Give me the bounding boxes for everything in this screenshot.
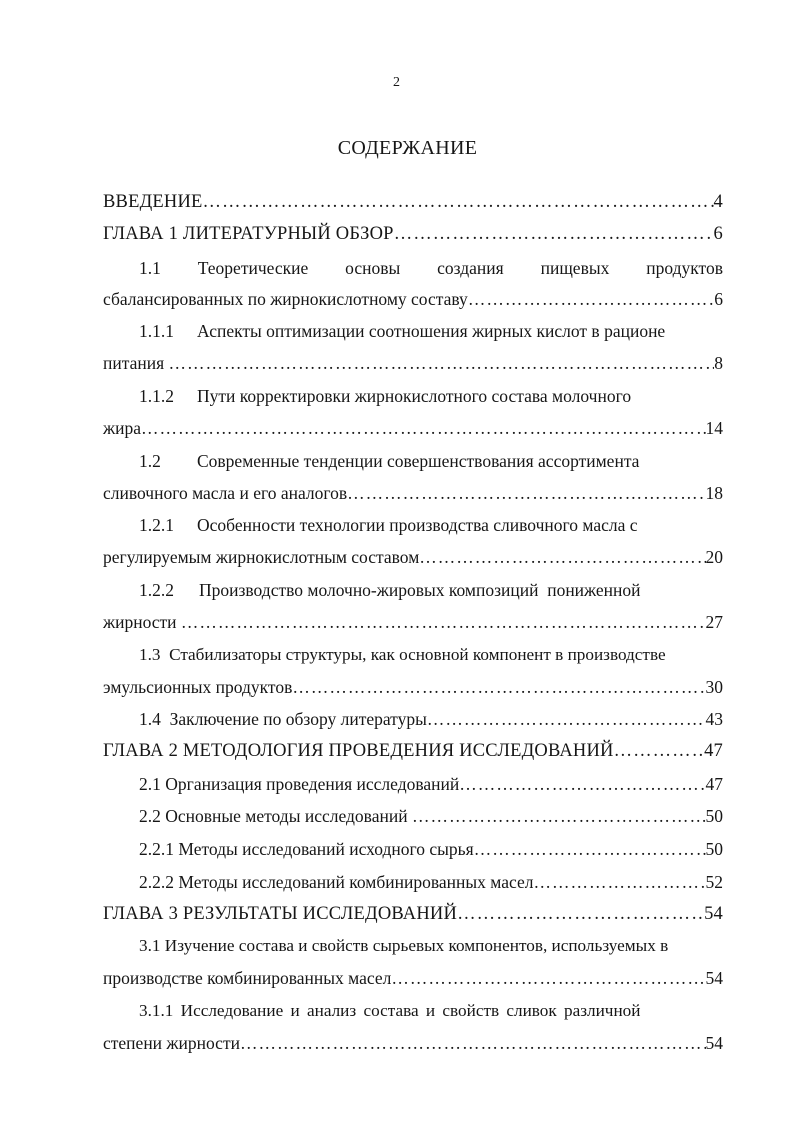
toc-entry-label: 2.2.2 Методы исследований комбинированных масел (139, 872, 534, 892)
leader-dots (468, 287, 714, 311)
toc-entry-1-2[interactable] (103, 449, 723, 473)
toc-entry-label: ГЛАВА 3 РЕЗУЛЬТАТЫ ИССЛЕДОВАНИЙ (103, 904, 458, 924)
toc-entry-label: 2.2 Основные методы исследований (139, 806, 412, 826)
toc-page-number: 8 (714, 353, 723, 373)
toc-page-number: 30 (705, 677, 723, 697)
toc-entry-3-1-1[interactable] (103, 999, 723, 1023)
toc-entry-word: Теоретические (197, 258, 309, 278)
toc-entry-number: 1.1.1 (139, 321, 174, 341)
toc-page-number: 50 (705, 806, 723, 826)
toc-entry-1-2-1[interactable] (103, 513, 723, 537)
leader-dots (457, 902, 704, 926)
toc-entry-label: 3.1 Изучение состава и свойств сырьевых компонентов, используемых в (139, 936, 669, 955)
toc-entry-1-1[interactable] (103, 256, 723, 280)
toc-entry-label: Аспекты оптимизации соотношения жирных кислот в рационе (197, 321, 666, 341)
toc-entry-number: 1.2.1 (139, 515, 174, 535)
toc-entry-chapter-3[interactable] (103, 902, 723, 926)
toc-entry-label: регулируемым жирнокислотным составом (103, 547, 420, 567)
toc-entry-label: 1.4 Заключение по обзору литературы (139, 709, 427, 729)
toc-entry-3-1-1-cont[interactable] (103, 1031, 723, 1055)
toc-page-number: 47 (705, 774, 723, 794)
toc-entry-label: степени жирности (103, 1033, 240, 1053)
toc-entry-label: сбалансированных по жирнокислотному составу (103, 289, 468, 309)
toc-entry-label: 2.1 Организация проведения исследований (139, 774, 460, 794)
leader-dots (391, 966, 705, 990)
toc-entry-1-2-2[interactable] (103, 578, 723, 602)
toc-entry-2-2[interactable] (103, 804, 723, 828)
toc-entry-number: 1.1 (139, 258, 161, 278)
toc-entry-2-1[interactable] (103, 772, 723, 796)
toc-entry-label: ГЛАВА 2 МЕТОДОЛОГИЯ ПРОВЕДЕНИЯ ИССЛЕДОВАНИЙ (103, 741, 614, 761)
toc-entry-1-1-1-cont[interactable] (103, 351, 723, 375)
toc-page-number: 52 (705, 872, 723, 892)
toc-entry-number: 1.1.2 (139, 386, 174, 406)
toc-page-number: 54 (705, 968, 723, 988)
page-title: СОДЕРЖАНИЕ (337, 137, 478, 159)
leader-dots (169, 351, 715, 375)
toc-entry-label: 3.1.1 Исследование и анализ состава и свойств сливок различной (139, 1001, 641, 1020)
toc-page-number: 4 (713, 192, 723, 212)
leader-dots (394, 222, 714, 246)
toc-entry-1-1-cont[interactable] (103, 287, 723, 311)
toc-entry-3-1[interactable] (103, 934, 723, 958)
toc-entry-label: 1.3 Стабилизаторы структуры, как основной компонент в производстве (139, 645, 666, 664)
toc-entry-word: основы (345, 258, 401, 278)
toc-entry-label: ВВЕДЕНИЕ (103, 192, 203, 212)
toc-page-number: 43 (705, 709, 723, 729)
leader-dots (459, 772, 705, 796)
leader-dots (427, 707, 706, 731)
toc-entry-word: продуктов (646, 258, 723, 278)
toc-entry-3-1-cont[interactable] (103, 966, 723, 990)
toc-entry-2-2-2[interactable] (103, 870, 723, 894)
toc-page-number: 6 (714, 289, 723, 309)
toc-page-number: 20 (705, 547, 723, 567)
leader-dots (614, 739, 705, 763)
toc-entry-introduction[interactable] (103, 190, 723, 214)
leader-dots (292, 675, 705, 699)
toc-entry-label: сливочного масла и его аналогов (103, 483, 348, 503)
toc-entry-label: производстве комбинированных масел (103, 968, 392, 988)
leader-dots (474, 837, 706, 861)
leader-dots (412, 804, 706, 828)
leader-dots (240, 1031, 706, 1055)
toc-entry-label: жирности (103, 612, 181, 632)
leader-dots (141, 416, 706, 440)
leader-dots (203, 190, 714, 214)
toc-page-number: 27 (705, 612, 723, 632)
toc-entry-number: 1.2 (139, 451, 161, 471)
toc-entry-1-3-cont[interactable] (103, 675, 723, 699)
toc-page-number: 47 (704, 741, 723, 761)
toc-page-number: 54 (704, 904, 723, 924)
toc-entry-label: Производство молочно-жировых композиций пониженной (199, 580, 641, 600)
toc-entry-label: Пути корректировки жирнокислотного состава молочного (197, 386, 632, 406)
toc-entry-label: Современные тенденции совершенствования ассортимента (197, 451, 640, 471)
toc-entry-label: Особенности технологии производства сливочного масла с (197, 515, 638, 535)
toc-page-number: 6 (713, 224, 723, 244)
leader-dots (347, 481, 705, 505)
toc-entry-label: питания (103, 353, 169, 373)
toc-entry-1-2-2-cont[interactable] (103, 610, 723, 634)
toc-entry-1-2-cont[interactable] (103, 481, 723, 505)
toc-entry-label: жира (103, 418, 141, 438)
leader-dots (181, 610, 706, 634)
toc-entry-word: пищевых (540, 258, 610, 278)
toc-entry-1-1-1[interactable] (103, 319, 723, 343)
leader-dots (534, 870, 706, 894)
page-number: 2 (393, 75, 400, 90)
toc-entry-1-1-2-cont[interactable] (103, 416, 723, 440)
toc-entry-number: 1.2.2 (139, 580, 174, 600)
toc-entry-word: создания (437, 258, 504, 278)
toc-page-number: 18 (705, 483, 723, 503)
toc-entry-label: эмульсионных продуктов (103, 677, 293, 697)
toc-page-number: 14 (705, 418, 723, 438)
toc-page-number: 54 (705, 1033, 723, 1053)
toc-entry-label: 2.2.1 Методы исследований исходного сырья (139, 839, 474, 859)
leader-dots (419, 545, 705, 569)
toc-entry-chapter-1[interactable] (103, 222, 723, 246)
toc-entry-chapter-2[interactable] (103, 739, 723, 763)
toc-page-number: 50 (705, 839, 723, 859)
toc-entry-1-4[interactable] (103, 707, 723, 731)
toc-entry-1-3[interactable] (103, 643, 723, 667)
toc-entry-1-2-1-cont[interactable] (103, 545, 723, 569)
toc-entry-1-1-2[interactable] (103, 384, 723, 408)
toc-entry-2-2-1[interactable] (103, 837, 723, 861)
toc-entry-label: ГЛАВА 1 ЛИТЕРАТУРНЫЙ ОБЗОР (103, 224, 394, 244)
